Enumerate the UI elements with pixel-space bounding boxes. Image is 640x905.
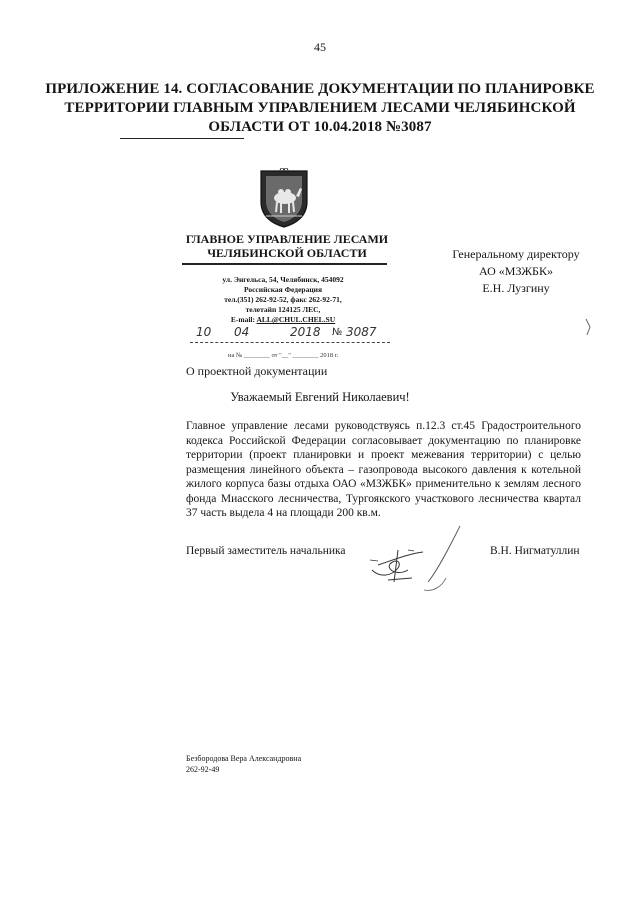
recipient-name: Е.Н. Лузгину: [482, 281, 550, 295]
ref-prefix: на №: [228, 352, 243, 359]
ref-from: от: [271, 352, 278, 359]
org-name-line2: ЧЕЛЯБИНСКОЙ ОБЛАСТИ: [207, 246, 367, 260]
ref-year: 2018 г.: [320, 352, 339, 359]
email-link[interactable]: ALL@CHUL.CHEL.SU: [256, 315, 336, 324]
reference-line: [228, 352, 388, 359]
letter-subject: О проектной документации: [186, 364, 328, 378]
appendix-title: ПРИЛОЖЕНИЕ 14. СОГЛАСОВАНИЕ ДОКУМЕНТАЦИИ ПО ПЛАНИРОВКЕ ТЕРРИТОРИИ ГЛАВНЫМ УПРАВЛЕНИЕМ ЛЕСАМИ ЧЕЛЯБИНСКОЙ ОБЛАСТИ ОТ 10.04.2018 №3087: [45, 81, 595, 135]
organization-address: [188, 275, 378, 325]
address-line3: тел.(351) 262-92-52, факс 262-92-71,: [224, 295, 342, 304]
coat-of-arms-icon: [258, 168, 310, 228]
address-line1: ул. Энгельса, 54, Челябинск, 454092: [222, 275, 344, 284]
page-number: 45: [314, 40, 326, 54]
address-line4: телетайп 124125 ЛЕС,: [245, 305, 321, 314]
letterhead-rule: [182, 263, 387, 265]
registration-day: 10: [196, 325, 212, 339]
margin-mark-icon: [583, 318, 593, 336]
recipient-position: Генеральному директору: [452, 247, 580, 261]
organization-name: [182, 232, 392, 260]
title-underline: [120, 138, 244, 139]
ref-blank-2: ________: [292, 352, 319, 359]
letter-body: Главное управление лесами руководствуясь п.12.3 ст.45 Градостроительного кодекса Российской Федерации согласовывает документацию по планировке территории (проект планировки и проект межевания территории) с целью размещения линейного объекта – газопровода высокого давления к котельной жилого корпуса базы отдыха ОАО «МЗЖБК» применительно к землям лесного фонда Миасского лесничества, Тургоякского участкового лесничества квартал 37 часть выдела 4 на площади 200 кв.м.: [186, 420, 581, 519]
registration-number: 3087: [346, 325, 377, 339]
email-label: E-mail:: [230, 315, 256, 324]
registration-month: 04: [234, 325, 250, 339]
number-sign: №: [332, 327, 343, 338]
email-line: [188, 315, 378, 325]
recipient-block: [426, 246, 606, 297]
registration-year: 2018: [290, 325, 321, 339]
address-line2: Российская Федерация: [243, 285, 323, 294]
signature-icon: [368, 520, 468, 610]
executor-phone: 262-92-49: [186, 765, 220, 774]
salutation: Уважаемый Евгений Николаевич!: [230, 390, 410, 404]
ref-quote: "__": [279, 352, 291, 359]
org-name-line1: ГЛАВНОЕ УПРАВЛЕНИЕ ЛЕСАМИ: [185, 232, 389, 246]
registration-line: [190, 325, 390, 349]
executor-name: Безбородова Вера Александровна: [186, 754, 302, 763]
recipient-company: АО «МЗЖБК»: [479, 264, 553, 278]
signer-name: В.Н. Нигматуллин: [490, 545, 580, 557]
signer-title: Первый заместитель начальника: [186, 545, 346, 557]
ref-blank-1: ________: [243, 352, 270, 359]
executor-info: [186, 753, 301, 775]
registration-underline: [190, 342, 390, 343]
